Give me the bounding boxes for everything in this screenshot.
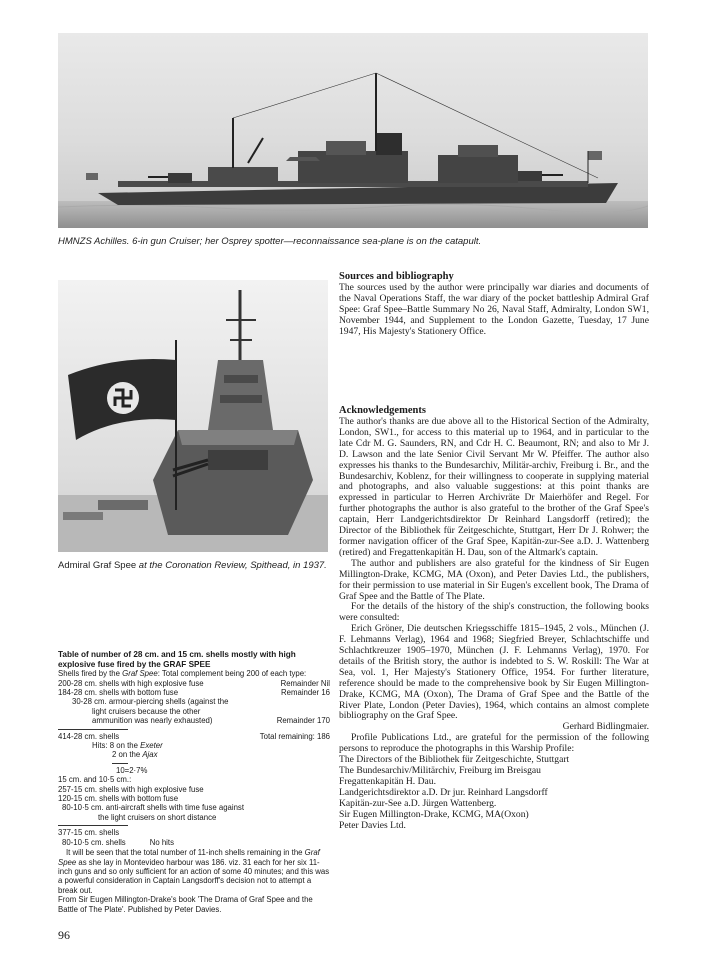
total-label: 414-28 cm. shells	[58, 731, 120, 741]
hits-ajax-a: 2 on the	[112, 750, 143, 760]
table-row-label: 184-28 cm. shells with bottom fuse	[58, 688, 179, 697]
sum-line-2	[58, 838, 330, 847]
table-row	[58, 679, 330, 688]
note-ship: Graf Spee	[58, 848, 320, 867]
table-row	[58, 716, 330, 725]
table-note	[58, 848, 330, 895]
secondary-heading: 15 cm. and 10·5 cm.:	[58, 775, 132, 785]
photo-credits-list	[339, 755, 649, 831]
hits-line-2	[58, 750, 330, 759]
sources-text: The sources used by the author were principally war diaries and documents of the Naval Operations Staff, the war diary of the pocket battleship Admiral Graf Spee: Graf Spee–Battle Summary No 26, Naval Staff, Admiralty, London SW1, November 1944, and Supplement to the London Gazette, Tuesday, 17 June 1947, His Majesty's Stationery Office.	[339, 282, 649, 337]
secondary-line: 257-15 cm. shells with high explosive fuse	[58, 784, 204, 794]
graf-spee-photo	[58, 280, 328, 552]
photo-credit-item: Landgerichtsdirektor a.D. Dr jur. Reinhard Langsdorff	[339, 786, 548, 798]
hits-ajax-ship: Ajax	[142, 750, 158, 760]
ack-paragraph-4: Erich Gröner, Die deutschen Kriegsschiffe 1815–1945, 2 vols., München (J. F. Lehmanns Verlag), 1964 and 1968; Siegfried Breyer, Schlachtschiffe und Schlachtkreuzer 1905–1970, München (J. F. Lehmanns Verlag), 1970. For details of the British story, the author is indebted to S. W. Roskill: The War at Sea, vol. 1, Her Majesty's Stationery Office, 1954. For further literature, reference should be made to the comprehensive book by Sir Eugen Millington-Drake, KCMG, MA (Oxon), The Drama of Graf Spee and the Battle of the River Plate, London (Peter Davies), 1964, which contains an almost complete bibliography on the Graf Spee.	[339, 623, 649, 722]
achilles-ship-illustration	[58, 33, 648, 228]
shell-table-title: Table of number of 28 cm. and 15 cm. shells mostly with high explosive fuse fired by the GRAF SPEE	[58, 650, 296, 669]
photo-credit-item: Kapitän-zur-See a.D. Jürgen Wattenberg.	[339, 797, 497, 809]
table-source: From Sir Eugen Millington-Drake's book 'The Drama of Graf Spee and the Battle of The Plate'. Published by Peter Davies.	[58, 895, 313, 914]
divider	[58, 729, 128, 730]
intro-text-b: : Total complement being 200 of each type:	[157, 669, 307, 679]
ack-signature: Gerhard Bidlingmaier.	[562, 721, 649, 733]
acknowledgements-heading: Acknowledgements	[339, 405, 426, 416]
photo-credit-item: Peter Davies Ltd.	[339, 819, 406, 831]
photo-credit-item: Fregattenkapitän H. Dau.	[339, 775, 436, 787]
photo-credit-item: Sir Eugen Millington-Drake, KCMG, MA(Oxon)	[339, 808, 529, 820]
ack-paragraph-5: Profile Publications Ltd., are grateful for the permission of the following persons to reproduce the photographs in this Warship Profile:	[339, 732, 649, 755]
hits-line-1	[58, 741, 330, 750]
graf-spee-caption-text: at the Coronation Review, Spithead, in 1937.	[136, 560, 327, 571]
table-row-label: 200-28 cm. shells with high explosive fuse	[58, 678, 204, 688]
table-row-value: Remainder 16	[281, 688, 330, 697]
achilles-caption: HMNZS Achilles. 6-in gun Cruiser; her Osprey spotter—reconnaissance sea-plane is on the catapult.	[58, 236, 482, 247]
graf-spee-ship-illustration	[58, 280, 328, 552]
armour-line-1: 30-28 cm. armour-piercing shells (against the	[72, 697, 229, 707]
achilles-photo	[58, 33, 648, 228]
sources-section	[339, 271, 649, 338]
table-row-value: Remainder Nil	[280, 678, 330, 688]
ack-paragraph-2: The author and publishers are also grateful for the kindness of Sir Eugen Millington-Drake, KCMG, MA (Oxon), and Peter Davies Ltd., the publishers, for their permission to use material in Sir Eugen's excellent book, The Drama of Graf Spee and the Battle of The Plate.	[339, 557, 649, 602]
secondary-line: 80-10·5 cm. anti-aircraft shells with time fuse against	[62, 803, 245, 813]
hits-exeter-ship: Exeter	[140, 741, 163, 751]
table-row	[58, 688, 330, 697]
page-number: 96	[58, 928, 70, 942]
graf-spee-caption-ship: Admiral Graf Spee	[58, 560, 137, 571]
note-text-b: as she lay in Montevideo harbour was 186. viz. 31 each for her six 11-inch guns and so only sufficient for an action of some 40 minutes; and this was a powerful consideration in Captain Langsdorff's decision not to attempt a break out.	[58, 857, 330, 895]
shell-table-intro	[58, 669, 330, 678]
hits-total: 10=2·7%	[116, 765, 148, 775]
note-text-a: It will be seen that the total number of 11-inch shells remaining in the	[66, 848, 305, 858]
acknowledgements-section	[339, 405, 649, 831]
sources-heading: Sources and bibliography	[339, 271, 454, 282]
armour-line-2: light cruisers because the other	[92, 706, 201, 716]
shell-table	[58, 650, 330, 914]
sum-shells: 80-10·5 cm. shells	[62, 837, 126, 847]
sum-line-1: 377-15 cm. shells	[58, 828, 120, 838]
armour-line-3: ammunition was nearly exhausted)	[92, 716, 213, 726]
hits-exeter-a: 8 on the	[109, 741, 141, 751]
intro-text-a: Shells fired by the	[58, 669, 123, 679]
total-remaining: Total remaining: 186	[259, 731, 330, 741]
sum-no-hits: No hits	[149, 837, 174, 847]
divider	[112, 763, 128, 764]
hits-label: Hits:	[92, 741, 108, 751]
intro-ship: Graf Spee	[122, 669, 158, 679]
divider	[58, 825, 128, 826]
photo-credit-item: The Directors of the Bibliothek für Zeitgeschichte, Stuttgart	[339, 754, 570, 766]
secondary-line: 120-15 cm. shells with bottom fuse	[58, 794, 179, 804]
ack-paragraph-3: For the details of the history of the ship's construction, the following books were consulted:	[339, 601, 649, 624]
graf-spee-caption	[58, 560, 338, 571]
ack-paragraph-1: The author's thanks are due above all to the Historical Section of the Admiralty, London, SW1., for access to this material up to 1964, and in particular to the late Cdr M. G. Saunders, RN, and Cdr H. C. Beaumont, RN; and also to Mr J. D. Lawson and the late Senior Civil Servant Mr W. Pfeiffer. The author also expresses his thanks to the Bundesarchiv, Militär-archiv, Freiburg i. Br., and the Bundesarchiv, Koblenz, for their willingness to cooperate in supplying material and photographs, and also valuable suggestions: at this point thanks are expressed in particular to Herren Archivräte Dr Maierhöfer and Regel. For further photographs the author is also grateful to the brother of the Graf Spee's captain, Herr Landgerichtsdirektor Dr Reinhard Langsdorff (retired); the Director of the Bibliothek für Zeitgeschichte, Stuttgart, Herr Dr J. Rohwer; the former navigation officer of the Graf Spee, Kapitän-zur-See a.D. J. Wattenberg (retired) and Fregattenkapitän H. Dau, son of the Altmark's captain.	[339, 416, 649, 558]
secondary-line: the light cruisers on short distance	[98, 812, 217, 822]
table-row-value: Remainder 170	[276, 716, 330, 726]
table-row	[58, 732, 330, 741]
photo-credit-item: The Bundesarchiv/Militärchiv, Freiburg im Breisgau	[339, 765, 541, 776]
